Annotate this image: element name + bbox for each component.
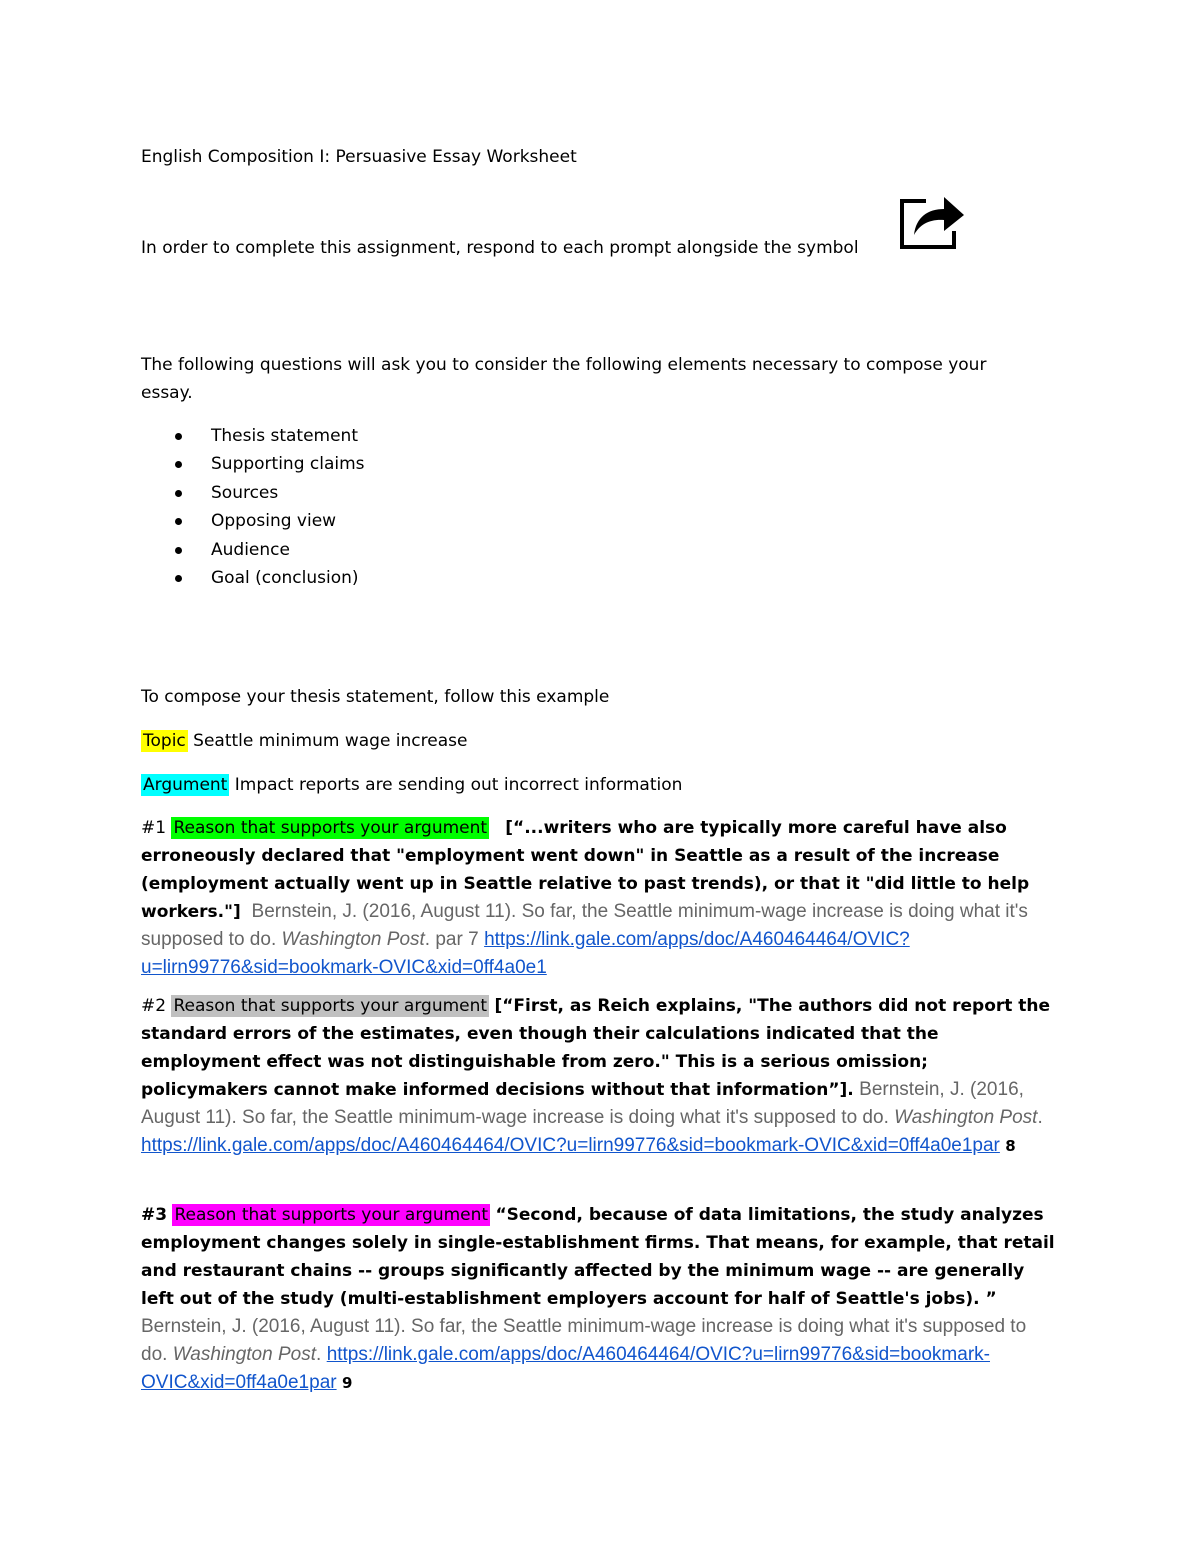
page-title: English Composition I: Persuasive Essay Worksheet xyxy=(141,147,577,167)
reason-quote: “Second, because of data limitations, the study analyzes employment changes solely in single-establishment firms. That means, for example, that retail and restaurant chains -- groups significantly affected by the minimum wage -- are generally left out of the study (multi-establishment employers account for half of Seattle's jobs). ” xyxy=(141,1205,1055,1309)
paragraph-number: 8 xyxy=(1005,1137,1016,1155)
argument-text: Impact reports are sending out incorrect information xyxy=(234,775,683,795)
argument-label: Argument xyxy=(143,775,228,795)
list-item: Opposing view xyxy=(141,507,365,535)
bullet xyxy=(175,547,182,554)
reason-label: Reason that supports your argument xyxy=(173,818,488,838)
elements-list xyxy=(141,422,365,592)
intro-paragraph: The following questions will ask you to consider the following elements necessary to compose your essay. xyxy=(141,355,987,403)
bullet xyxy=(175,490,182,497)
reason-3-block xyxy=(141,1201,1056,1397)
bullet xyxy=(175,461,182,468)
reason-2-block xyxy=(141,992,1056,1160)
topic-label: Topic xyxy=(143,731,186,751)
reason-label: Reason that supports your argument xyxy=(174,1205,489,1225)
list-item: Sources xyxy=(141,479,365,507)
list-item: Audience xyxy=(141,536,365,564)
paragraph-number: 9 xyxy=(342,1374,353,1392)
topic-line xyxy=(141,727,467,755)
list-item: Thesis statement xyxy=(141,422,365,450)
topic-text: Seattle minimum wage increase xyxy=(193,731,468,751)
reason-quote: [“...writers who are typically more careful have also erroneously declared that "employment went down" in Seattle as a result of the increase (employment actually went up in Seattle relative to past trends), or that it "did little to help workers."] xyxy=(141,818,1030,922)
reason-number: #3 xyxy=(141,1205,168,1225)
bullet xyxy=(175,433,182,440)
list-item: Supporting claims xyxy=(141,450,365,478)
publication: Washington Post xyxy=(281,929,425,950)
compose-instruction: To compose your thesis statement, follow this example xyxy=(141,687,610,707)
argument-line xyxy=(141,771,682,799)
reason-number: #1 xyxy=(141,818,167,838)
reason-number: #2 xyxy=(141,996,167,1016)
list-item: Goal (conclusion) xyxy=(141,564,365,592)
source-link[interactable]: https://link.gale.com/apps/doc/A460464464/OVIC?u=lirn99776&sid=bookmark-OVIC&xid=0ff4a0e1par xyxy=(141,1344,990,1393)
share-arrow-icon xyxy=(898,191,966,251)
citation: Bernstein, J. (2016, August 11). So far, the Seattle minimum-wage increase is doing what it's supposed to do. Washington Post. xyxy=(141,1079,1043,1128)
citation: Bernstein, J. (2016, August 11). So far, the Seattle minimum-wage increase is doing what it's supposed to do. Washington Post. par 7 xyxy=(141,901,1028,950)
reason-label: Reason that supports your argument xyxy=(173,996,488,1016)
bullet xyxy=(175,575,182,582)
instruction-text: In order to complete this assignment, respond to each prompt alongside the symbol xyxy=(141,238,859,258)
source-link[interactable]: https://link.gale.com/apps/doc/A460464464/OVIC?u=lirn99776&sid=bookmark-OVIC&xid=0ff4a0e1par xyxy=(141,1135,1000,1156)
publication: Washington Post xyxy=(172,1344,316,1365)
source-link[interactable]: https://link.gale.com/apps/doc/A460464464/OVIC?u=lirn99776&sid=bookmark-OVIC&xid=0ff4a0e1 xyxy=(141,929,910,978)
publication: Washington Post xyxy=(894,1107,1038,1128)
reason-quote: [“First, as Reich explains, "The authors did not report the standard errors of the estimates, even though their calculations indicated that the employment effect was not distinguishable from zero." This is a serious omission; policymakers cannot make informed decisions without that information”]. xyxy=(141,996,1051,1100)
bullet xyxy=(175,518,182,525)
reason-1-block xyxy=(141,814,1056,982)
citation: Bernstein, J. (2016, August 11). So far, the Seattle minimum-wage increase is doing what it's supposed to do. Washington Post. xyxy=(141,1316,1027,1365)
